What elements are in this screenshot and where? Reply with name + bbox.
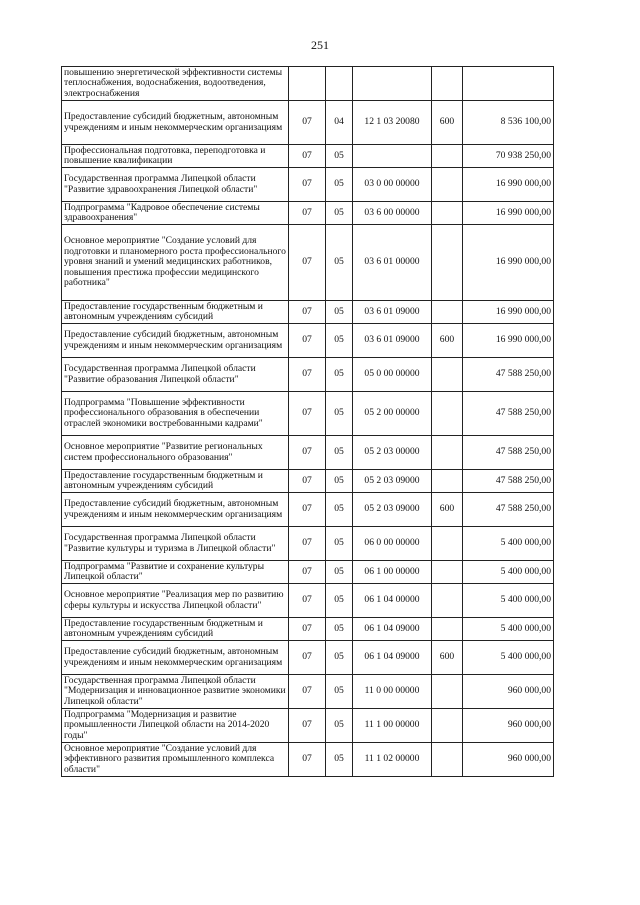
row-expense-type xyxy=(432,618,463,641)
row-expense-type xyxy=(432,584,463,618)
row-expense-type xyxy=(432,358,463,392)
row-expense-type: 600 xyxy=(432,324,463,358)
table-row xyxy=(62,493,554,527)
row-expense-type xyxy=(432,743,463,777)
row-target-code: 05 2 03 09000 xyxy=(353,470,432,493)
row-amount: 5 400 000,00 xyxy=(463,584,554,618)
row-subsection-code: 05 xyxy=(326,527,353,561)
row-section-code: 07 xyxy=(289,470,326,493)
row-amount: 70 938 250,00 xyxy=(463,145,554,168)
row-target-code: 06 1 04 09000 xyxy=(353,618,432,641)
row-name: Основное мероприятие "Реализация мер по развитию сферы культуры и искусства Липецкой области" xyxy=(62,584,289,618)
row-name: Основное мероприятие "Создание условий для подготовки и планомерного роста профессионального уровня знаний и умений медицинских работников, повышения престижа профессии медицинского работника" xyxy=(62,225,289,301)
table-row xyxy=(62,324,554,358)
row-amount: 960 000,00 xyxy=(463,743,554,777)
row-target-code: 11 0 00 00000 xyxy=(353,675,432,709)
row-name: повышению энергетической эффективности системы теплоснабжения, водоснабжения, водоотведения, электроснабжения xyxy=(62,67,289,101)
row-name: Подпрограмма "Кадровое обеспечение системы здравоохранения" xyxy=(62,202,289,225)
budget-table-body xyxy=(62,67,554,777)
row-section-code: 07 xyxy=(289,168,326,202)
row-section-code: 07 xyxy=(289,202,326,225)
table-row xyxy=(62,145,554,168)
row-target-code: 03 6 01 00000 xyxy=(353,225,432,301)
page-number: 251 xyxy=(311,38,329,52)
row-subsection-code: 05 xyxy=(326,324,353,358)
table-row xyxy=(62,392,554,436)
row-subsection-code: 05 xyxy=(326,618,353,641)
row-subsection-code: 05 xyxy=(326,584,353,618)
table-row xyxy=(62,743,554,777)
row-target-code: 05 2 03 09000 xyxy=(353,493,432,527)
table-row xyxy=(62,67,554,101)
table-row xyxy=(62,101,554,145)
row-section-code: 07 xyxy=(289,709,326,743)
row-section-code: 07 xyxy=(289,618,326,641)
row-name: Подпрограмма "Развитие и сохранение культуры Липецкой области" xyxy=(62,561,289,584)
row-target-code: 03 6 01 09000 xyxy=(353,301,432,324)
row-subsection-code: 05 xyxy=(326,641,353,675)
row-subsection-code: 05 xyxy=(326,470,353,493)
row-target-code: 06 1 04 00000 xyxy=(353,584,432,618)
row-expense-type xyxy=(432,527,463,561)
table-row xyxy=(62,470,554,493)
row-section-code: 07 xyxy=(289,675,326,709)
row-section-code: 07 xyxy=(289,301,326,324)
row-subsection-code: 05 xyxy=(326,561,353,584)
row-subsection-code: 05 xyxy=(326,743,353,777)
table-row xyxy=(62,641,554,675)
row-name: Профессиональная подготовка, переподготовка и повышение квалификации xyxy=(62,145,289,168)
row-target-code: 06 1 04 09000 xyxy=(353,641,432,675)
table-row xyxy=(62,561,554,584)
row-expense-type xyxy=(432,145,463,168)
row-expense-type xyxy=(432,202,463,225)
row-expense-type xyxy=(432,470,463,493)
row-expense-type xyxy=(432,301,463,324)
row-amount: 960 000,00 xyxy=(463,675,554,709)
row-name: Предоставление субсидий бюджетным, автономным учреждениям и иным некоммерческим организациям xyxy=(62,324,289,358)
row-amount: 47 588 250,00 xyxy=(463,436,554,470)
row-target-code: 06 0 00 00000 xyxy=(353,527,432,561)
row-name: Предоставление государственным бюджетным и автономным учреждениям субсидий xyxy=(62,470,289,493)
row-target-code: 06 1 00 00000 xyxy=(353,561,432,584)
row-subsection-code: 05 xyxy=(326,675,353,709)
row-subsection-code xyxy=(326,67,353,101)
row-section-code: 07 xyxy=(289,145,326,168)
row-name: Подпрограмма "Модернизация и развитие промышленности Липецкой области на 2014-2020 годы" xyxy=(62,709,289,743)
row-subsection-code: 05 xyxy=(326,493,353,527)
row-amount: 8 536 100,00 xyxy=(463,101,554,145)
row-amount: 16 990 000,00 xyxy=(463,301,554,324)
row-target-code: 03 0 00 00000 xyxy=(353,168,432,202)
row-amount: 5 400 000,00 xyxy=(463,561,554,584)
row-name: Государственная программа Липецкой области "Развитие образования Липецкой области" xyxy=(62,358,289,392)
row-target-code: 05 2 00 00000 xyxy=(353,392,432,436)
row-amount: 47 588 250,00 xyxy=(463,493,554,527)
row-amount: 47 588 250,00 xyxy=(463,358,554,392)
row-amount: 5 400 000,00 xyxy=(463,641,554,675)
table-row xyxy=(62,584,554,618)
row-amount: 16 990 000,00 xyxy=(463,324,554,358)
row-target-code: 03 6 01 09000 xyxy=(353,324,432,358)
table-row xyxy=(62,202,554,225)
row-section-code: 07 xyxy=(289,527,326,561)
row-section-code xyxy=(289,67,326,101)
row-section-code: 07 xyxy=(289,743,326,777)
row-expense-type: 600 xyxy=(432,493,463,527)
row-amount: 5 400 000,00 xyxy=(463,527,554,561)
row-name: Государственная программа Липецкой области "Развитие культуры и туризма в Липецкой области" xyxy=(62,527,289,561)
table-row xyxy=(62,301,554,324)
table-row xyxy=(62,675,554,709)
row-subsection-code: 05 xyxy=(326,358,353,392)
row-target-code: 11 1 00 00000 xyxy=(353,709,432,743)
row-amount: 16 990 000,00 xyxy=(463,202,554,225)
row-amount: 47 588 250,00 xyxy=(463,392,554,436)
row-expense-type: 600 xyxy=(432,101,463,145)
row-target-code: 12 1 03 20080 xyxy=(353,101,432,145)
row-subsection-code: 05 xyxy=(326,202,353,225)
table-row xyxy=(62,436,554,470)
row-section-code: 07 xyxy=(289,225,326,301)
row-section-code: 07 xyxy=(289,584,326,618)
row-subsection-code: 05 xyxy=(326,709,353,743)
row-subsection-code: 05 xyxy=(326,168,353,202)
row-subsection-code: 05 xyxy=(326,301,353,324)
row-name: Государственная программа Липецкой области "Развитие здравоохранения Липецкой области" xyxy=(62,168,289,202)
row-name: Подпрограмма "Повышение эффективности профессионального образования в обеспечении отраслей экономики востребованными кадрами" xyxy=(62,392,289,436)
row-name: Основное мероприятие "Развитие региональных систем профессионального образования" xyxy=(62,436,289,470)
row-expense-type xyxy=(432,675,463,709)
row-name: Государственная программа Липецкой области "Модернизация и инновационное развитие экономики Липецкой области" xyxy=(62,675,289,709)
table-row xyxy=(62,168,554,202)
row-subsection-code: 05 xyxy=(326,145,353,168)
row-section-code: 07 xyxy=(289,392,326,436)
row-section-code: 07 xyxy=(289,641,326,675)
row-subsection-code: 05 xyxy=(326,392,353,436)
row-target-code: 11 1 02 00000 xyxy=(353,743,432,777)
row-section-code: 07 xyxy=(289,561,326,584)
row-expense-type xyxy=(432,168,463,202)
row-section-code: 07 xyxy=(289,358,326,392)
row-target-code: 03 6 00 00000 xyxy=(353,202,432,225)
table-row xyxy=(62,225,554,301)
row-amount xyxy=(463,67,554,101)
row-name: Предоставление государственным бюджетным и автономным учреждениям субсидий xyxy=(62,618,289,641)
row-name: Предоставление государственным бюджетным и автономным учреждениям субсидий xyxy=(62,301,289,324)
row-amount: 16 990 000,00 xyxy=(463,225,554,301)
row-name: Основное мероприятие "Создание условий для эффективного развития промышленного комплекса области" xyxy=(62,743,289,777)
row-subsection-code: 04 xyxy=(326,101,353,145)
row-section-code: 07 xyxy=(289,493,326,527)
budget-table xyxy=(61,66,554,777)
row-amount: 47 588 250,00 xyxy=(463,470,554,493)
row-name: Предоставление субсидий бюджетным, автономным учреждениям и иным некоммерческим организациям xyxy=(62,641,289,675)
row-target-code xyxy=(353,67,432,101)
row-expense-type xyxy=(432,436,463,470)
row-expense-type xyxy=(432,225,463,301)
row-target-code: 05 0 00 00000 xyxy=(353,358,432,392)
row-section-code: 07 xyxy=(289,101,326,145)
table-row xyxy=(62,618,554,641)
row-expense-type xyxy=(432,392,463,436)
row-section-code: 07 xyxy=(289,324,326,358)
row-expense-type xyxy=(432,709,463,743)
row-amount: 960 000,00 xyxy=(463,709,554,743)
row-name: Предоставление субсидий бюджетным, автономным учреждениям и иным некоммерческим организациям xyxy=(62,101,289,145)
table-row xyxy=(62,527,554,561)
table-row xyxy=(62,709,554,743)
row-subsection-code: 05 xyxy=(326,436,353,470)
row-amount: 5 400 000,00 xyxy=(463,618,554,641)
row-expense-type xyxy=(432,67,463,101)
row-name: Предоставление субсидий бюджетным, автономным учреждениям и иным некоммерческим организациям xyxy=(62,493,289,527)
row-amount: 16 990 000,00 xyxy=(463,168,554,202)
row-expense-type: 600 xyxy=(432,641,463,675)
row-target-code: 05 2 03 00000 xyxy=(353,436,432,470)
row-subsection-code: 05 xyxy=(326,225,353,301)
row-target-code xyxy=(353,145,432,168)
row-section-code: 07 xyxy=(289,436,326,470)
table-row xyxy=(62,358,554,392)
row-expense-type xyxy=(432,561,463,584)
